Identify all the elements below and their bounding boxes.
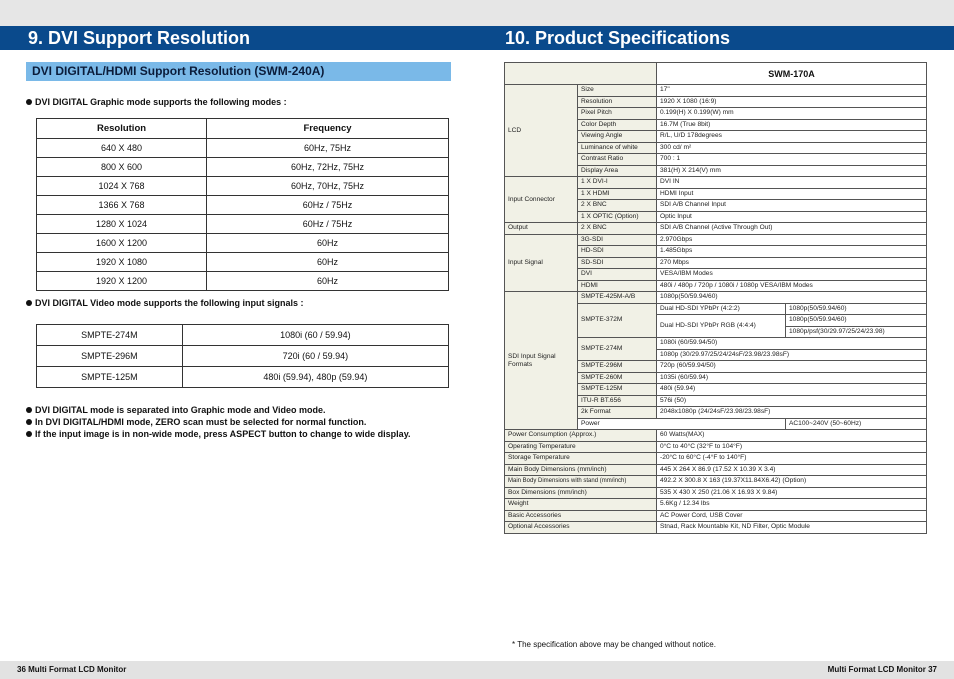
section-title-dvi: 9. DVI Support Resolution bbox=[0, 26, 477, 50]
spec-item: 1 X OPTIC (Option) bbox=[578, 211, 657, 223]
spec-value: 1080p/psf(30/29.97/25/24/23.98) bbox=[786, 326, 927, 338]
spec-value: AC Power Cord, USB Cover bbox=[657, 510, 927, 522]
table-row bbox=[505, 223, 927, 235]
table-row bbox=[505, 177, 927, 189]
table-row bbox=[505, 234, 927, 246]
table-row bbox=[37, 177, 449, 196]
note-item: If the input image is in non-wide mode, press ASPECT button to change to wide display. bbox=[26, 428, 411, 440]
spec-value: AC100~240V (50~60Hz) bbox=[786, 418, 927, 430]
resolution-table bbox=[36, 118, 449, 291]
spec-item: SMPTE-372M bbox=[578, 303, 657, 338]
table-row bbox=[37, 346, 449, 367]
spec-value: 16.7M (True 8bit) bbox=[657, 119, 927, 131]
spec-item: SMPTE-274M bbox=[578, 338, 657, 361]
spec-value: 480i / 480p / 720p / 1080i / 1080p VESA/IBM Modes bbox=[657, 280, 927, 292]
spec-value: SDI A/B Channel (Active Through Out) bbox=[657, 223, 927, 235]
spec-category-input-signal: Input Signal bbox=[505, 234, 578, 292]
spec-value: 1035i (60/59.94) bbox=[657, 372, 927, 384]
spec-header-row bbox=[505, 63, 927, 85]
table-row bbox=[505, 441, 927, 453]
spec-value: Stnad, Rack Mountable Kit, ND Filter, Optic Module bbox=[657, 522, 927, 534]
spec-value: 445 X 264 X 86.9 (17.52 X 10.39 X 3.4) bbox=[657, 464, 927, 476]
resolution-table-header bbox=[37, 119, 449, 139]
footer-right-page-number: Multi Format LCD Monitor 37 bbox=[477, 661, 954, 679]
table-row bbox=[505, 453, 927, 465]
spec-value: 1080p(50/59.94/60) bbox=[786, 315, 927, 327]
video-mode-intro-text: DVI DIGITAL Video mode supports the following input signals : bbox=[35, 298, 304, 308]
spec-item: Weight bbox=[505, 499, 657, 511]
spec-item: Basic Accessories bbox=[505, 510, 657, 522]
spec-model-name: SWM-170A bbox=[657, 63, 927, 85]
top-strip bbox=[0, 0, 954, 26]
frequency-cell: 60Hz, 70Hz, 75Hz bbox=[207, 177, 449, 196]
spec-item: HDMI bbox=[578, 280, 657, 292]
spec-value: 300 cd/ m² bbox=[657, 142, 927, 154]
spec-item: Pixel Pitch bbox=[578, 108, 657, 120]
spec-category-output: Output bbox=[505, 223, 578, 235]
spec-item: Main Body Dimensions (mm/inch) bbox=[505, 464, 657, 476]
resolution-cell: 1920 X 1200 bbox=[37, 272, 207, 291]
spec-item: 1 X DVI-I bbox=[578, 177, 657, 189]
graphic-mode-intro-text: DVI DIGITAL Graphic mode supports the following modes : bbox=[35, 97, 287, 107]
resolution-cell: 1366 X 768 bbox=[37, 196, 207, 215]
specification-table bbox=[504, 62, 927, 534]
signal-format-cell: 480i (59.94), 480p (59.94) bbox=[182, 367, 448, 388]
spec-value: 1080p (30/29.97/25/24/24sF/23.98/23.98sF) bbox=[657, 349, 927, 361]
spec-value: 1080p(50/59.94/60) bbox=[657, 292, 927, 304]
spec-item: 2 X BNC bbox=[578, 200, 657, 212]
table-row bbox=[37, 139, 449, 158]
spec-category-input-connector: Input Connector bbox=[505, 177, 578, 223]
table-row bbox=[37, 196, 449, 215]
dvi-notes bbox=[26, 404, 411, 440]
table-row bbox=[505, 499, 927, 511]
video-signal-table bbox=[36, 324, 449, 388]
spec-value: R/L, U/D 178degrees bbox=[657, 131, 927, 143]
spec-value: 2.970Gbps bbox=[657, 234, 927, 246]
spec-item: Optional Accessories bbox=[505, 522, 657, 534]
spec-value: SDI A/B Channel Input bbox=[657, 200, 927, 212]
frequency-cell: 60Hz, 75Hz bbox=[207, 139, 449, 158]
spec-category-sdi-formats: SDI Input Signal Formats bbox=[505, 292, 578, 430]
spec-category-lcd: LCD bbox=[505, 85, 578, 177]
spec-value: VESA/IBM Modes bbox=[657, 269, 927, 281]
spec-value: 2048x1080p (24/24sF/23.98/23.98sF) bbox=[657, 407, 927, 419]
video-mode-intro bbox=[26, 298, 304, 308]
spec-value: 480i (59.94) bbox=[657, 384, 927, 396]
spec-value: 1920 X 1080 (16:9) bbox=[657, 96, 927, 108]
spec-value: 0°C to 40°C (32°F to 104°F) bbox=[657, 441, 927, 453]
table-row bbox=[37, 253, 449, 272]
spec-item: 2 X BNC bbox=[578, 223, 657, 235]
table-row bbox=[37, 158, 449, 177]
table-row bbox=[505, 522, 927, 534]
header-resolution: Resolution bbox=[37, 119, 207, 139]
table-row bbox=[505, 85, 927, 97]
bullet-icon bbox=[26, 419, 32, 425]
spec-item: HD-SDI bbox=[578, 246, 657, 258]
spec-item: SD-SDI bbox=[578, 257, 657, 269]
spec-value: 5.6Kg / 12.34 lbs bbox=[657, 499, 927, 511]
spec-item: Color Depth bbox=[578, 119, 657, 131]
spec-item: 2k Format bbox=[578, 407, 657, 419]
spec-item: Operating Temperature bbox=[505, 441, 657, 453]
frequency-cell: 60Hz / 75Hz bbox=[207, 196, 449, 215]
spec-value: 492.2 X 300.8 X 163 (19.37X11.84X6.42) (Option) bbox=[657, 476, 927, 488]
spec-value: 576i (50) bbox=[657, 395, 927, 407]
section-title-specs: 10. Product Specifications bbox=[477, 26, 954, 50]
spec-value: 700 : 1 bbox=[657, 154, 927, 166]
spec-value: 1080i (60/59.94/50) bbox=[657, 338, 927, 350]
spec-value: 1080p(50/59.94/60) bbox=[786, 303, 927, 315]
spec-item: Main Body Dimensions with stand (mm/inch) bbox=[505, 476, 657, 488]
signal-format-cell: 1080i (60 / 59.94) bbox=[182, 325, 448, 346]
spec-value: 720p (60/59.94/50) bbox=[657, 361, 927, 373]
spec-item: Display Area bbox=[578, 165, 657, 177]
spec-value: HDMI Input bbox=[657, 188, 927, 200]
footer-left-page-number: 36 Multi Format LCD Monitor bbox=[0, 661, 477, 679]
frequency-cell: 60Hz bbox=[207, 272, 449, 291]
bullet-icon bbox=[26, 431, 32, 437]
spec-item: SMPTE-425M-A/B bbox=[578, 292, 657, 304]
spec-item: Power Consumption (Approx.) bbox=[505, 430, 657, 442]
spec-value: 535 X 430 X 250 (21.06 X 16.93 X 9.84) bbox=[657, 487, 927, 499]
bullet-icon bbox=[26, 407, 32, 413]
table-row bbox=[37, 325, 449, 346]
table-row bbox=[37, 272, 449, 291]
spec-item: Luminance of white bbox=[578, 142, 657, 154]
frequency-cell: 60Hz / 75Hz bbox=[207, 215, 449, 234]
spec-item: Resolution bbox=[578, 96, 657, 108]
dvi-subheading: DVI DIGITAL/HDMI Support Resolution (SWM-240A) bbox=[26, 62, 451, 81]
spec-value: 17" bbox=[657, 85, 927, 97]
resolution-cell: 1024 X 768 bbox=[37, 177, 207, 196]
resolution-cell: 1920 X 1080 bbox=[37, 253, 207, 272]
resolution-cell: 1600 X 1200 bbox=[37, 234, 207, 253]
bullet-icon bbox=[26, 99, 32, 105]
spec-subitem: Dual HD-SDI YPbPr (4:2:2) bbox=[657, 303, 786, 315]
spec-item: Power bbox=[578, 418, 786, 430]
table-row bbox=[505, 510, 927, 522]
spec-value: 381(H) X 214(V) mm bbox=[657, 165, 927, 177]
spec-item: SMPTE-296M bbox=[578, 361, 657, 373]
spec-subitem: Dual HD-SDI YPbPr RGB (4:4:4) bbox=[657, 315, 786, 338]
table-row bbox=[505, 487, 927, 499]
spec-item: Viewing Angle bbox=[578, 131, 657, 143]
spec-value: DVI IN bbox=[657, 177, 927, 189]
spec-item: Contrast Ratio bbox=[578, 154, 657, 166]
header-frequency: Frequency bbox=[207, 119, 449, 139]
spec-value: 1.485Gbps bbox=[657, 246, 927, 258]
table-row bbox=[505, 476, 927, 488]
spec-item: 1 X HDMI bbox=[578, 188, 657, 200]
frequency-cell: 60Hz bbox=[207, 234, 449, 253]
spec-item: 3G-SDI bbox=[578, 234, 657, 246]
frequency-cell: 60Hz bbox=[207, 253, 449, 272]
resolution-cell: 1280 X 1024 bbox=[37, 215, 207, 234]
table-row bbox=[505, 430, 927, 442]
resolution-cell: 640 X 480 bbox=[37, 139, 207, 158]
note-item: DVI DIGITAL mode is separated into Graphic mode and Video mode. bbox=[26, 404, 411, 416]
table-row bbox=[37, 367, 449, 388]
resolution-cell: 800 X 600 bbox=[37, 158, 207, 177]
table-row bbox=[505, 464, 927, 476]
spec-value: 60 Watts(MAX) bbox=[657, 430, 927, 442]
signal-format-cell: 720i (60 / 59.94) bbox=[182, 346, 448, 367]
frequency-cell: 60Hz, 72Hz, 75Hz bbox=[207, 158, 449, 177]
spec-item: Box Dimensions (mm/inch) bbox=[505, 487, 657, 499]
spec-item: Storage Temperature bbox=[505, 453, 657, 465]
spec-value: Optic Input bbox=[657, 211, 927, 223]
table-row bbox=[37, 234, 449, 253]
spec-item: SMPTE-260M bbox=[578, 372, 657, 384]
spec-footnote: * The specification above may be changed without notice. bbox=[512, 640, 716, 649]
spec-value: 0.199(H) X 0.199(W) mm bbox=[657, 108, 927, 120]
table-row bbox=[37, 215, 449, 234]
graphic-mode-intro bbox=[26, 97, 287, 107]
signal-standard-cell: SMPTE-125M bbox=[37, 367, 183, 388]
signal-standard-cell: SMPTE-274M bbox=[37, 325, 183, 346]
spec-item: DVI bbox=[578, 269, 657, 281]
note-item: In DVI DIGITAL/HDMI mode, ZERO scan must be selected for normal function. bbox=[26, 416, 411, 428]
table-row bbox=[505, 292, 927, 304]
bullet-icon bbox=[26, 300, 32, 306]
spec-header-blank bbox=[505, 63, 657, 85]
spec-value: 270 Mbps bbox=[657, 257, 927, 269]
spec-item: Size bbox=[578, 85, 657, 97]
spec-value: -20°C to 60°C (-4°F to 140°F) bbox=[657, 453, 927, 465]
signal-standard-cell: SMPTE-296M bbox=[37, 346, 183, 367]
spec-item: SMPTE-125M bbox=[578, 384, 657, 396]
spec-item: ITU-R BT.656 bbox=[578, 395, 657, 407]
